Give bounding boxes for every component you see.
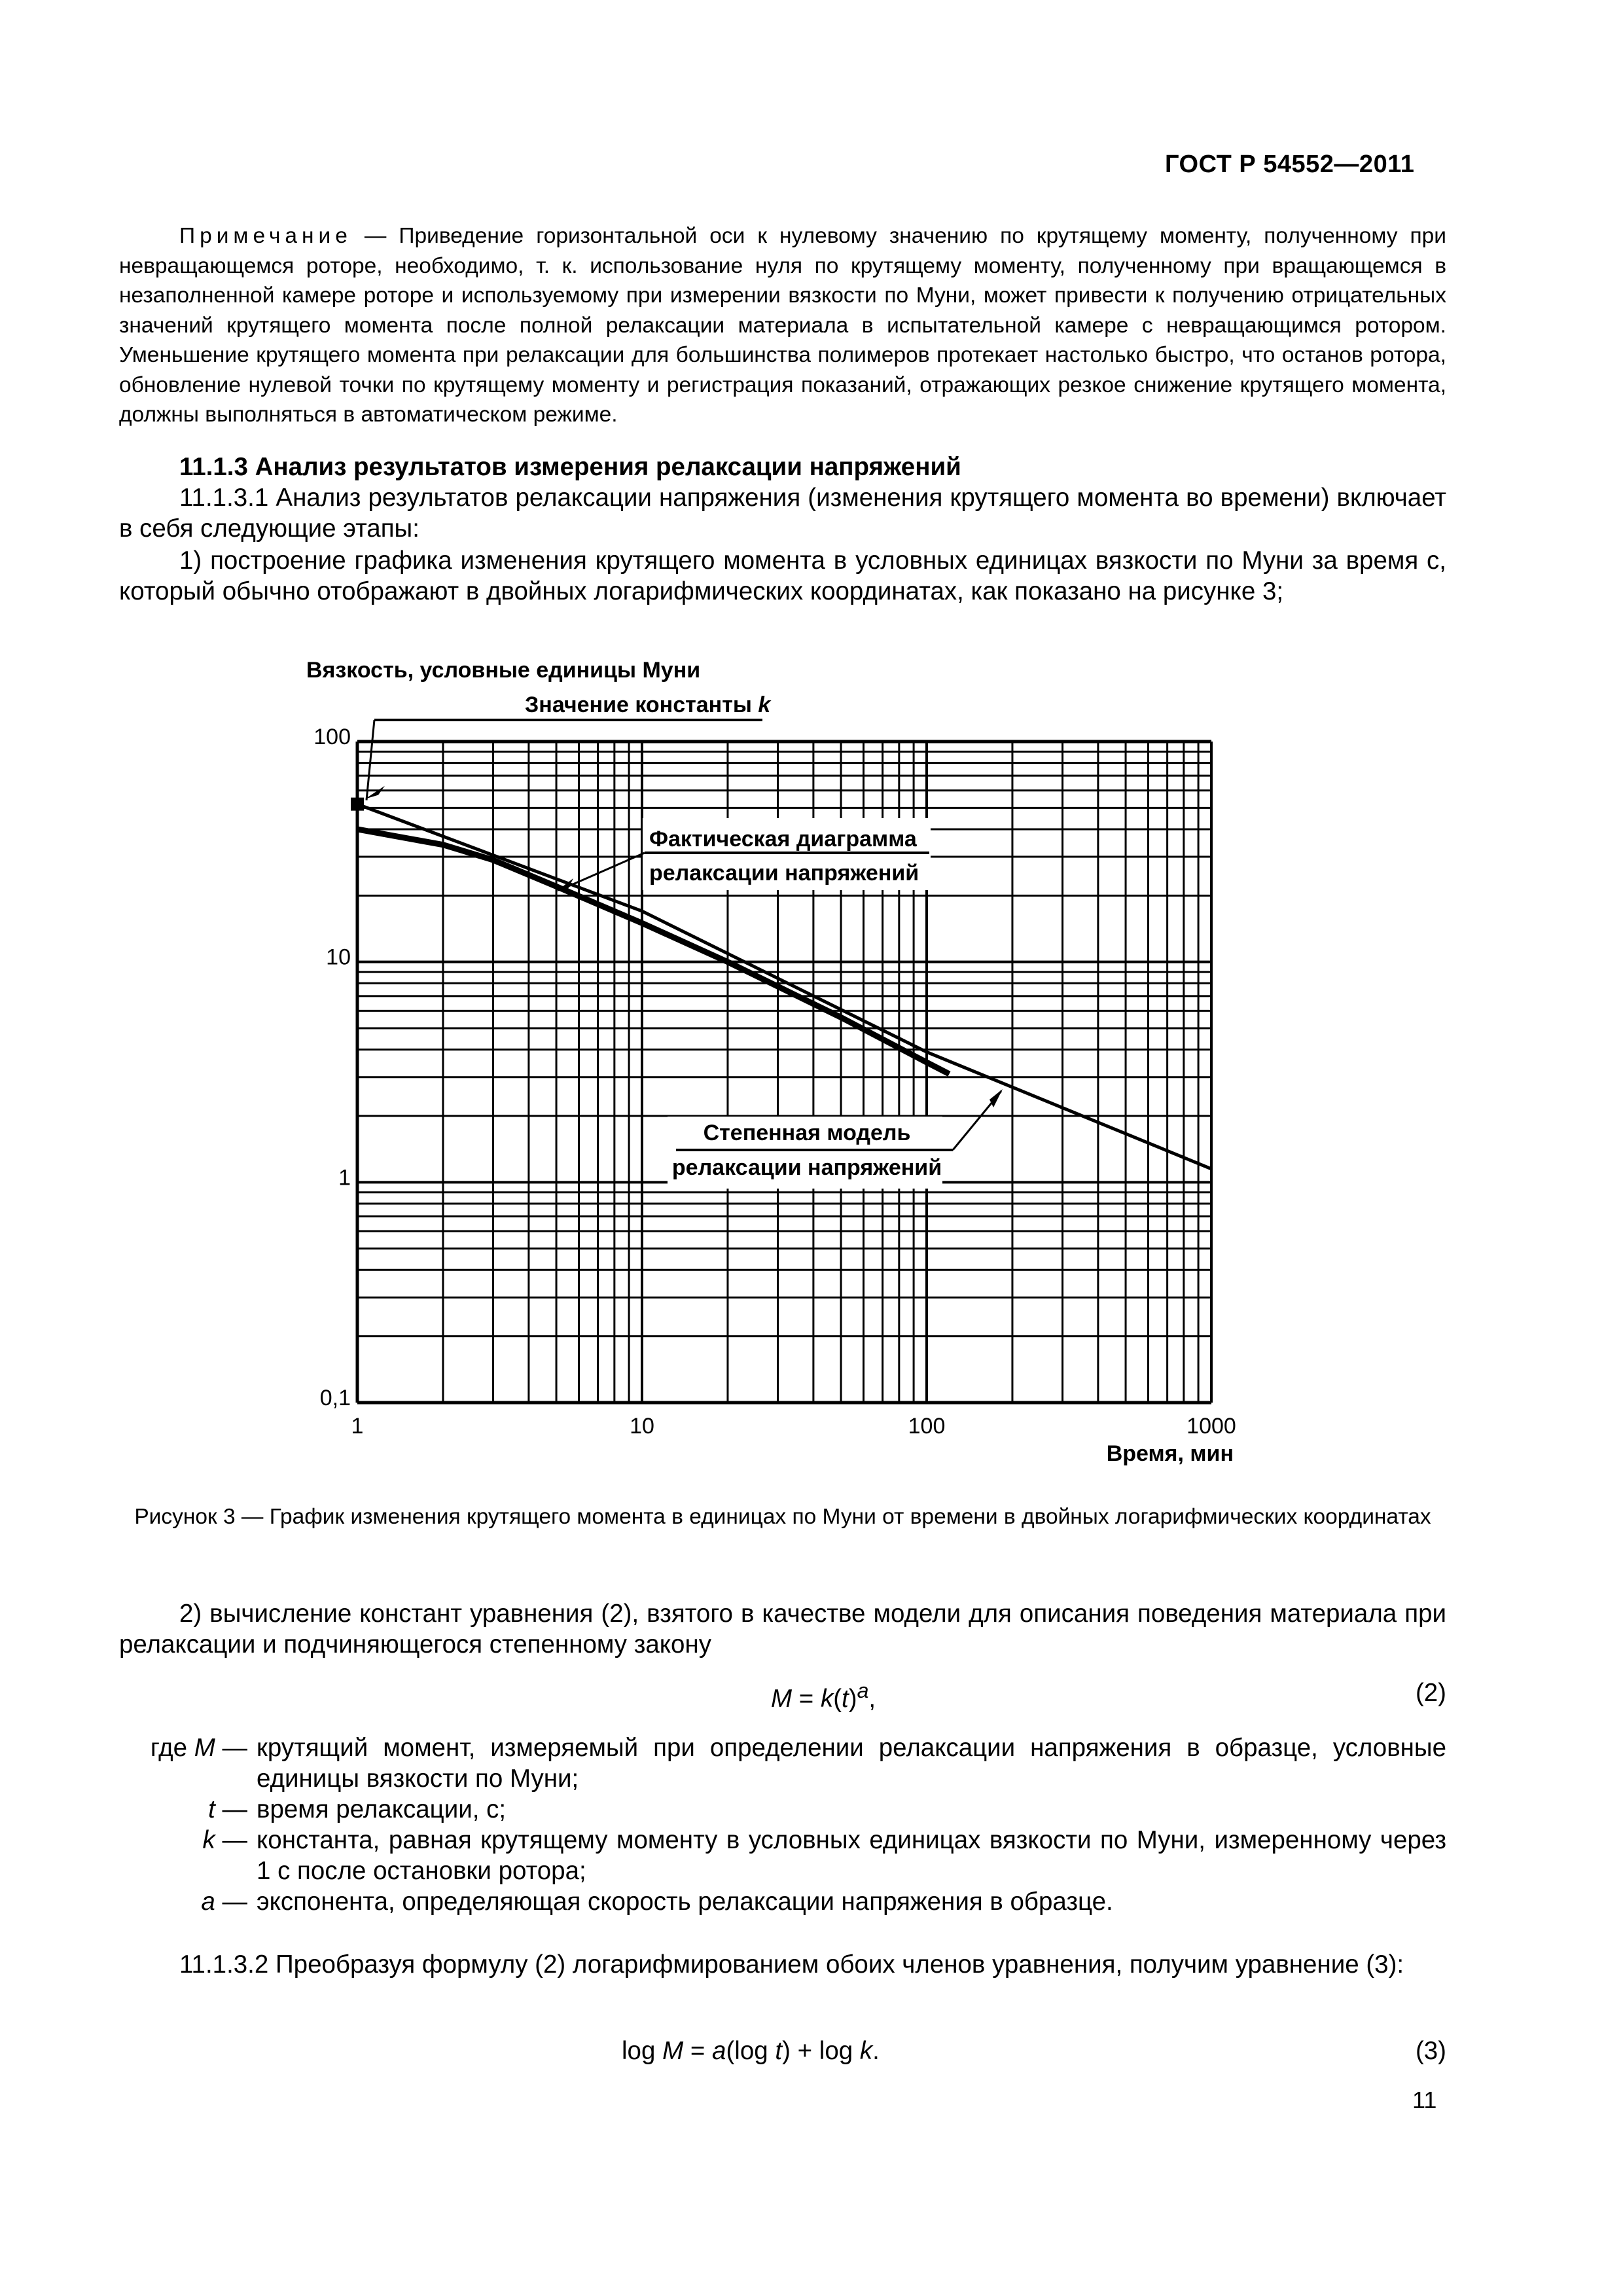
svg-text:10: 10 [630, 1414, 654, 1439]
svg-text:Значение константы k: Значение константы k [525, 692, 771, 717]
note-text: — Приведение горизонтальной оси к нулевому значению по крутящему моменту, полученному при невращающемся роторе, необходимо, т. к. использование нуля по крутящему моменту, полученному при вращающемся в незаполненной камере роторе и используемому при измерении вязкости по Муни, может привести к получению отрицательных значений крутящего момента после полной релаксации материала в испытательной камере с невращающимся ротором. Уменьшение крутящего момента при релаксации для большинства полимеров протекает настолько быстро, что останов ротора, обновление нулевой точки по крутящему моменту и регистрация показаний, отражающих резкое снижение крутящего момента, должны выполняться в автоматическом режиме. [119, 224, 1446, 427]
svg-text:Фактическая диаграмма: Фактическая диаграмма [649, 827, 917, 852]
svg-text:релаксации напряжений: релаксации напряжений [649, 861, 919, 886]
svg-text:1: 1 [351, 1414, 364, 1439]
section-title: 11.1.3 Анализ результатов измерения релаксации напряжений [179, 453, 961, 481]
svg-text:0,1: 0,1 [319, 1386, 351, 1410]
svg-text:Время, мин: Время, мин [1106, 1441, 1234, 1466]
svg-text:Вязкость, условные единицы Мун: Вязкость, условные единицы Муни [306, 658, 701, 683]
definitions-list [119, 1732, 1446, 1917]
svg-text:1000: 1000 [1186, 1414, 1236, 1439]
formula-2: $M = k(t)^a$, [771, 1679, 876, 1713]
equation-number-3: (3) [1415, 2037, 1446, 2065]
svg-text:1: 1 [338, 1165, 351, 1191]
page-number: 11 [1412, 2087, 1437, 2113]
definition-k: k — константа, равная крутящему моменту в условных единицах вязкости по Муни, измеренному через 1 с после остановки ротора; [202, 1826, 1446, 1885]
equation-number-2: (2) [1415, 1679, 1446, 1707]
svg-text:релаксации напряжений: релаксации напряжений [671, 1155, 942, 1180]
figure-caption: Рисунок 3 — График изменения крутящего момента в единицах по Муни от времени в двойных логарифмических координатах [134, 1505, 1431, 1529]
paragraph-step-2: 2) вычисление констант уравнения (2), взятого в качестве модели для описания поведения материала при релаксации и подчиняющегося степенному закону [119, 1600, 1446, 1659]
svg-text:10: 10 [326, 944, 351, 970]
definition-M: где M — крутящий момент, измеряемый при определении релаксации напряжения в образце, условные единицы вязкости по Муни; [150, 1734, 1446, 1793]
definition-a: a — экспонента, определяющая скорость релаксации напряжения в образце. [201, 1888, 1113, 1916]
note-label: Примечание [179, 224, 352, 248]
svg-text:100: 100 [313, 725, 351, 749]
paragraph-11-1-3-1: 11.1.3.1 Анализ результатов релаксации напряжения (изменения крутящего момента во времени) включает в себя следующие этапы: [119, 484, 1446, 543]
chart-labels [306, 658, 1236, 1466]
definition-t: t — время релаксации, с; [208, 1795, 507, 1823]
paragraph-step-1: 1) построение графика изменения крутящего момента в условных единицах вязкости по Муни за время с, который обычно отображают в двойных логарифмических координатах, как показано на рисунке 3; [119, 547, 1446, 605]
svg-text:100: 100 [908, 1414, 946, 1439]
svg-text:Степенная модель: Степенная модель [703, 1121, 911, 1145]
document-header-standard-id: ГОСТ Р 54552—2011 [1165, 151, 1415, 178]
formula-3: log M = a(log t) + log k. [622, 2037, 880, 2065]
paragraph-11-1-3-2: 11.1.3.2 Преобразуя формулу (2) логарифмированием обоих членов уравнения, получим уравнение (3): [179, 1950, 1404, 1979]
